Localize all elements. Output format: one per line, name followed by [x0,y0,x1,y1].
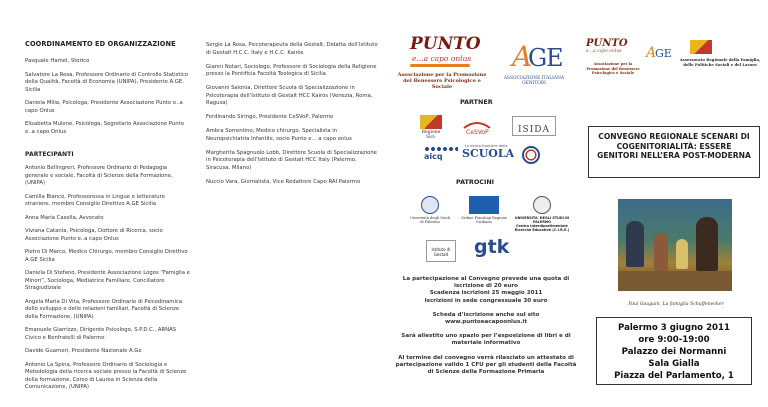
info-spazio: Sarà allestito uno spazio per l’esposizione di libri e di materiale informativo [401,333,571,347]
svg-text:CeSVoP: CeSVoP [466,129,489,136]
ordine-icon [469,196,499,214]
unipa-seal-icon [421,196,439,214]
participant-entry: Sergio La Rosa, Psicoterapeuta della Gestalt, Didatta dell’Istituto di Gestalt H.C.C. Italy e H.C.C. Kairòs [206,42,378,56]
info-congressuale: Iscrizioni in sede congressuale 30 euro [424,297,548,304]
istituto-gestalt-logo: Istituto di Gestalt [426,240,456,262]
participant-entry: Anna Maria Casella, Avvocato [25,214,104,221]
info-quota: La partecipazione al Convegno prevede una quota di iscrizione di 20 euro [402,276,570,290]
participant-entry: Pietro Di Marco, Medico Chirurgo, membro Consiglio Direttivo A.GE Sicilia [25,249,188,263]
info-sito[interactable]: www.puntoeacapoonlus.it [444,319,528,326]
scuola-logo: La nuova frontiera della SCUOLA [462,144,515,160]
ordine-logo: Ordine Psicologi Regione Siciliana [460,196,508,230]
cesvop-icon [460,118,494,136]
participant-entry: Gianni Notari, Sociologo, Professore di Sociologia della Religione presso la Pontificia Facoltà Teologica di Sicilia [206,63,377,77]
panel-organizzazione [0,0,200,407]
assessorato-caption: Assessorato Regionale della Famiglia, delle Politiche Sociali e del Lavoro [679,57,761,67]
svg-text:GE: GE [655,47,672,60]
room-line: Sala Gialla [648,359,700,369]
cesvop-logo [460,118,494,136]
age-logo: A G E ASSOCIAZIONE ITALIANA GENITORI [498,38,570,76]
punto-caption-small: Associazione per la Promozione del Benessere Psicologico e Sociale [586,62,640,76]
heading-partecipanti: PARTECIPANTI [25,151,74,158]
regione-logo-small [690,40,712,54]
panel-cover [580,0,768,407]
participant-entry: Nuccio Vara, Giornalista, Vice Redattore Capo RAI Palermo [206,178,361,185]
punto-caption: Associazione per la Promozione del Benessere Psicologico e Sociale [397,72,487,90]
participant-entry: Margherita Spagnuolo Lobb, Direttore Scuola di Specializzazione in Psicoterapia dell’Istituto di Gestalt HCC Italy (Palermo, Siracusa, Milano) [206,149,377,171]
participant-entry: Antonio La Spina, Professore Ordinario di Sociologia e Metodologia della ricerca sociale presso la Facoltà di Scienze della formazione, Corso di Laurea in Scienza della Comunicazione, (UNIPA) [25,361,187,390]
unipa-logo: Università degli Studi di Palermo [408,196,452,230]
age-small-icon [644,42,674,60]
participant-entry: Giovanni Salonia, Direttore Scuola di Specializzazione in Psicoterapia dell’Istituto di Gestalt HCC Kairòs (Venezia, Roma, Ragusa) [206,85,373,106]
participant-entry: Daniela Di Stefano, Presidente Associazione Logos “Famiglia e Minori”, Sociologa, Mediatrice Familiare, Conciliatore Stragiudiziale [25,270,190,291]
participant-entry: Antonio Bellingreri, Professore Ordinario di Pedagogia generale e sociale, Facoltà di Scienze della Formazione, (UNIPA) [25,165,173,186]
punto-logo: PUNTO e...a capo onlus [396,34,486,70]
info-attestato: Al termine del convegno verrà rilasciato un attestato di partecipazione valido 1 CFU per gli studenti della Facoltà di Scienze della Formazione Primaria [395,354,577,376]
unipa-cire-seal-icon [533,196,551,214]
painting-caption: Paul Gauguin, La famiglia Schuffenecker [628,302,724,307]
venue-line: Palazzo dei Normanni [621,347,727,357]
org-entry: Elisabetta Mulone, Psicologa, Segretario Associazione Punto e..a capo Onlus [25,121,184,135]
svg-text:G: G [528,44,548,72]
svg-text:A: A [512,40,533,72]
participant-entry: Angela Maria Di Vita, Professore Ordinario di Psicodinamica dello sviluppo e delle relazioni familiari, Facoltà di Scienze della Formazione, (UNIPA) [25,298,183,320]
participant-entry: Ambra Sorrentino, Medico chirurgo, Specialista in Neuropsichiatria Infantile, socio Punto e... a capo onlus [206,128,352,142]
org-entry: Daniela Milia, Psicologa, Presidente Associazione Punto e..a capo Onlus [25,100,183,114]
participant-entry: Camilla Bianco, Professoressa in Lingue e letterature straniere, membro Consiglio Direttivo A.GE Sicilia [25,193,165,207]
heading-coordinamento: COORDINAMENTO ED ORGANIZZAZIONE [25,40,176,48]
svg-text:E: E [546,44,564,72]
age-logo-icon [498,38,570,72]
participant-entry: Davide Guarneri, Presidente Nazionale A.Ge [25,348,142,354]
convegno-title: CONVEGNO REGIONALE SCENARI DI COGENITORIALITÀ: ESSERE GENITORI NELL’ERA POST-MODERNA [597,132,751,161]
participant-entry: Emanuele Giarrizzo, Dirigente Psicologo, S.P.D.C., ARNAS Civico e Benfratelli di Palermo [25,327,177,341]
patrocini-title: PATROCINI [456,178,495,186]
time-line: ore 9:00-19:00 [638,335,710,345]
gtk-logo: gtk [474,236,510,258]
gauguin-painting [618,199,732,291]
info-scadenza: Scadenza iscrizioni 25 maggio 2011 [429,290,543,297]
punto-logo-small: PUNTO e...a capo onlus [586,38,628,54]
regione-flag-icon [420,115,442,129]
isida-logo: ISIDA [512,116,556,136]
info-scheda: Scheda d’iscrizione anche sul sito [432,311,540,318]
title-box [588,126,760,178]
unipa-cire-logo: UNIVERSITA' DEGLI STUDI DI PALERMO Centro Interdipartimentale Ricerche Educative (C.I.R.E.) [512,196,572,236]
address-line: Piazza del Parlamento, 1 [614,371,734,381]
panel-partecipanti-2 [200,0,390,407]
circle-emblem-icon [522,146,540,164]
org-entry: Salvatore La Rosa, Professore Ordinario di Controllo Statistico della Qualità, Facoltà di Economia (UNIPA), Presidente A.GE. Sicilia [25,71,189,93]
info-block [394,276,578,376]
regione-logo: Regione Sici- [416,115,446,139]
org-entry: Pasquale Hamel, Storico [25,58,90,64]
punto-swoosh-icon [410,64,470,67]
participant-entry: Viviana Catania, Psicologa, Dottore di Ricerca, socio Associazione Punto e..a capo Onlus [25,228,163,242]
aicq-logo: aicq [424,146,458,164]
svg-text:A: A [646,45,657,60]
date-line: Palermo 3 giugno 2011 [618,323,730,333]
participant-entry: Ferdinando Siringo, Presidente CeSVoP, Palermo [206,114,334,120]
date-box [596,317,752,385]
partner-title: PARTNER [460,98,493,106]
age-logo-small [644,42,674,64]
